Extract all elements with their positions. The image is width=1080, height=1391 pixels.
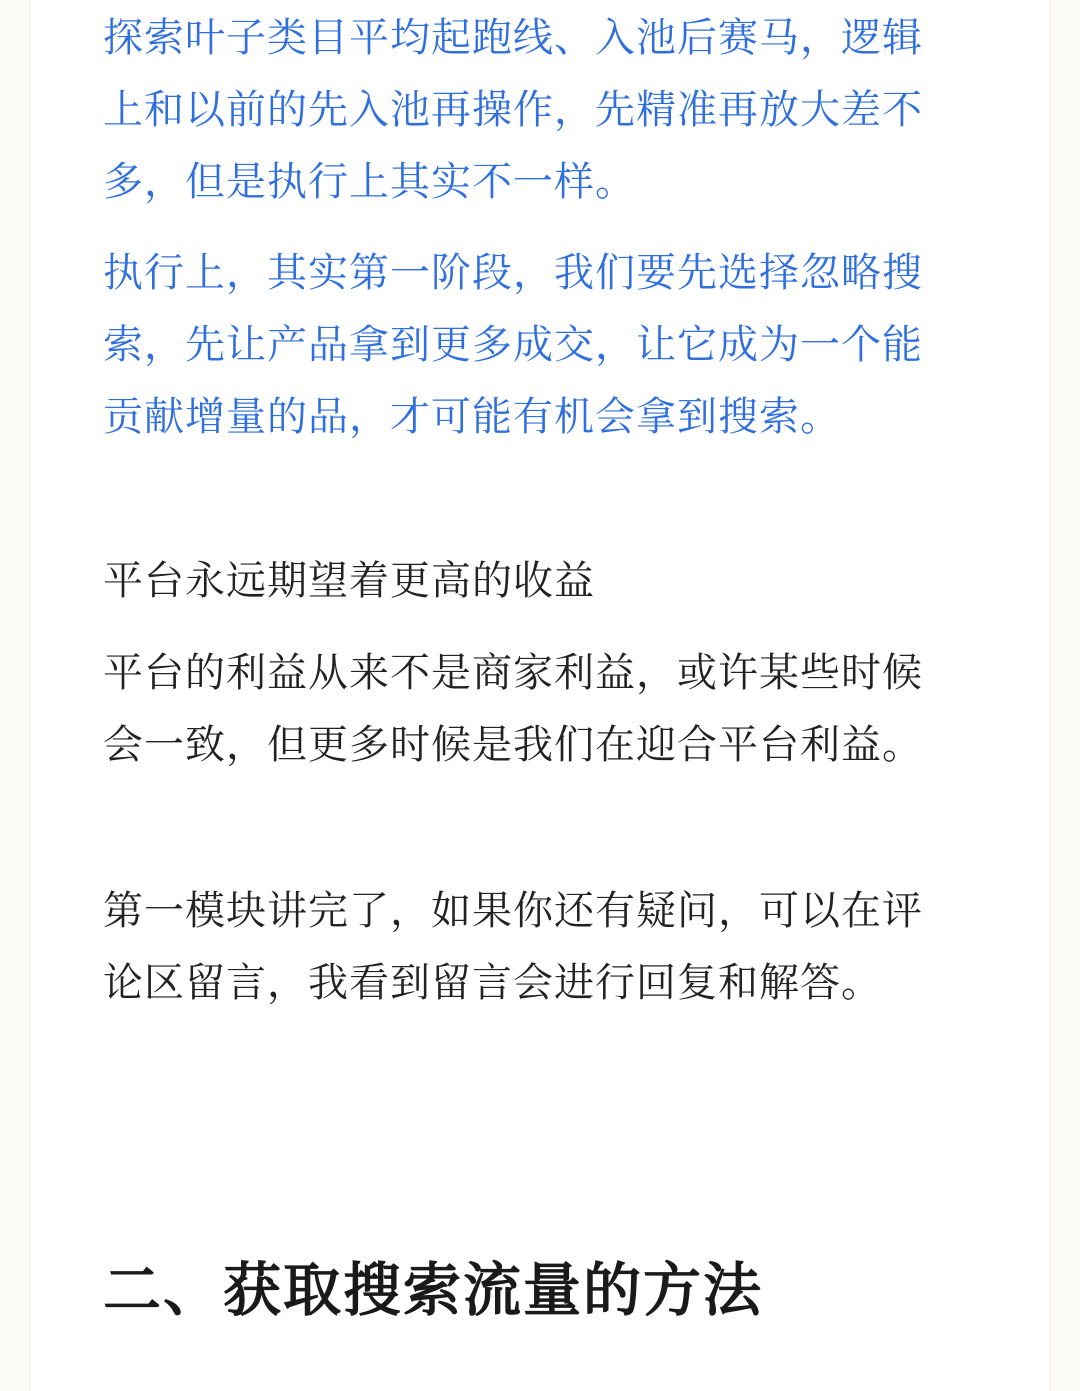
section-heading-search-traffic: 二、获取搜索流量的方法 xyxy=(103,1256,764,1324)
paragraph-platform-expects-revenue: 平台永远期望着更高的收益 xyxy=(103,558,595,604)
paragraph-explore-leaf-category: 探索叶子类目平均起跑线、入池后赛马，逻辑上和以前的先入池再操作，先精准再放大差不多，但是执行上其实不一样。 xyxy=(103,15,923,205)
paragraph-platform-interests: 平台的利益从来不是商家利益，或许某些时候会一致，但更多时候是我们在迎合平台利益。 xyxy=(103,650,923,768)
paragraph-module-one-end: 第一模块讲完了，如果你还有疑问，可以在评论区留言，我看到留言会进行回复和解答。 xyxy=(103,888,923,1006)
paragraph-execution-first-stage: 执行上，其实第一阶段，我们要先选择忽略搜索，先让产品拿到更多成交，让它成为一个能贡献增量的品，才可能有机会拿到搜索。 xyxy=(103,250,923,440)
